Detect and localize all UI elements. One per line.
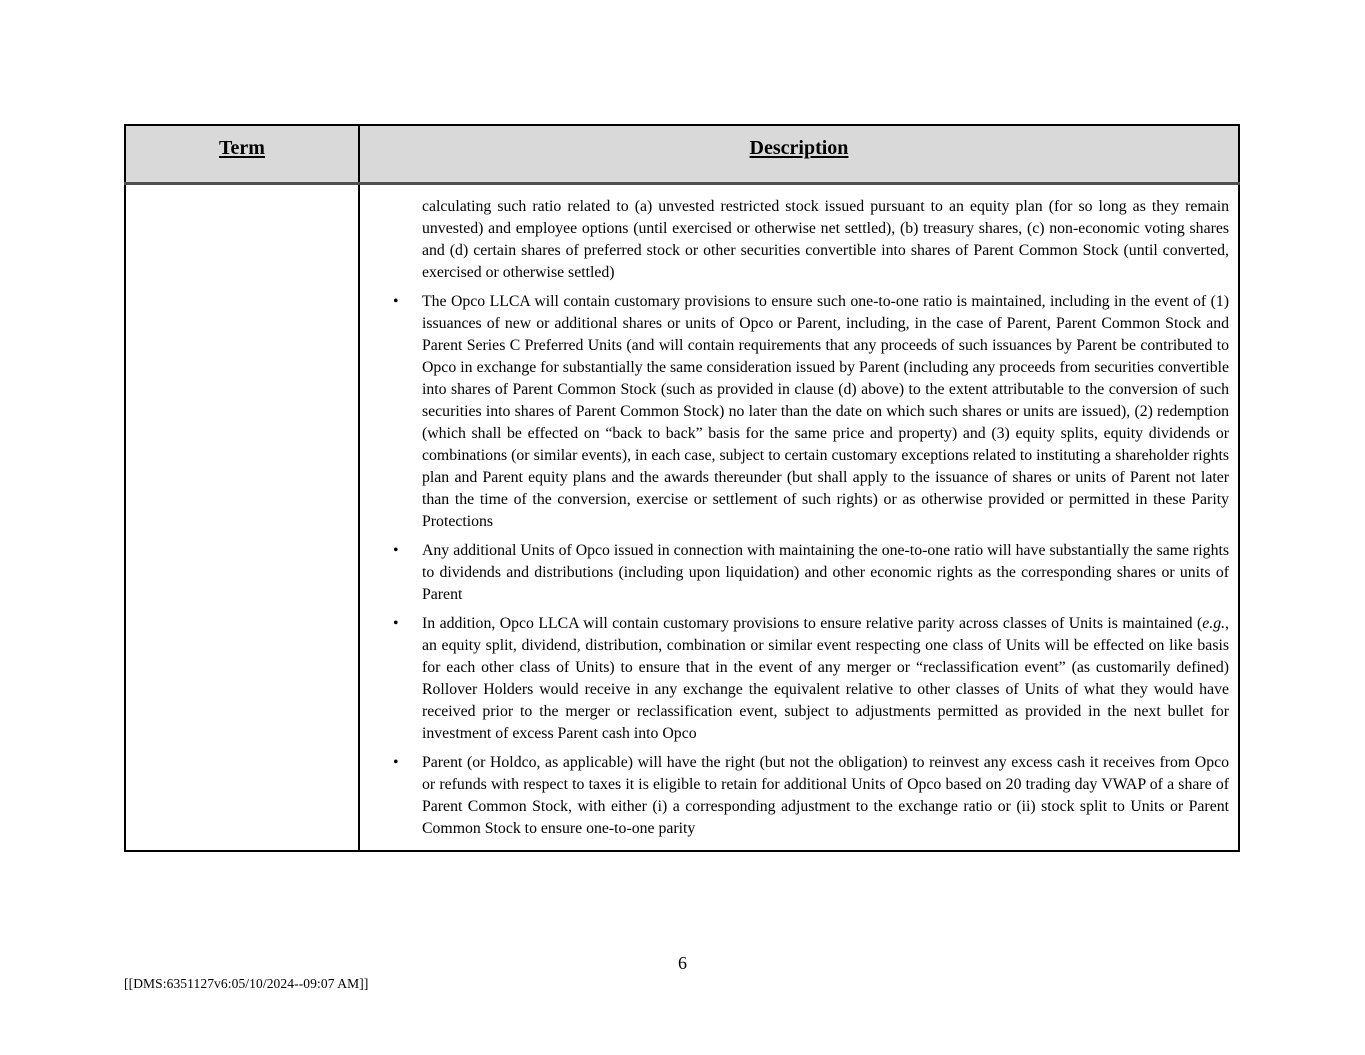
description-bullet-list (360, 291, 1229, 840)
bullet-item (393, 291, 1229, 533)
term-description-table (124, 124, 1240, 852)
description-cell (359, 183, 1239, 851)
term-column-header (125, 125, 359, 183)
bullet-icon: • (393, 614, 399, 632)
bullet-icon: • (393, 753, 399, 771)
bullet-icon: • (393, 292, 399, 310)
table-header-row (125, 125, 1239, 183)
description-column-header (359, 125, 1239, 183)
bullet-text: Any additional Units of Opco issued in connection with maintaining the one-to-one ratio will have substantially the same rights to dividends and distributions (including upon liquidation) and other economic rights as the corresponding shares or units of Parent (422, 541, 1229, 603)
bullet-text: In addition, Opco LLCA will contain customary provisions to ensure relative parity across classes of Units is maintained (e.g., an equity split, dividend, distribution, combination or similar event respecting one class of Units will be effected on like basis for each other class of Units) to ensure that in the event of any merger or “reclassification event” (as customarily defined) Rollover Holders would receive in any exchange the equivalent relative to other classes of Units of what they would have received prior to the merger or reclassification event, subject to adjustments permitted as provided in the next bullet for investment of excess Parent cash into Opco (422, 614, 1229, 742)
dms-footer-stamp: [[DMS:6351127v6:05/10/2024--09:07 AM]] (124, 976, 369, 991)
page-number: 6 (678, 953, 687, 973)
bullet-text: Parent (or Holdco, as applicable) will have the right (but not the obligation) to reinvest any excess cash it receives from Opco or refunds with respect to taxes it is eligible to retain for additional Units of Opco based on 20 trading day VWAP of a share of Parent Common Stock, with either (i) a corresponding adjustment to the exchange ratio or (ii) stock split to Units or Parent Common Stock to ensure one-to-one parity (422, 753, 1229, 837)
bullet-item (393, 613, 1229, 745)
description-header-label: Description (749, 137, 849, 159)
bullet-icon: • (393, 541, 399, 559)
bullet-item (393, 752, 1229, 840)
bullet-text: The Opco LLCA will contain customary provisions to ensure such one-to-one ratio is maintained, including in the event of (1) issuances of new or additional shares or units of Opco or Parent, including, in the case of Parent, Parent Common Stock and Parent Series C Preferred Units (and will contain requirements that any proceeds of such issuances by Parent be contributed to Opco in exchange for substantially the same consideration issued by Parent (including any proceeds from securities convertible into shares of Parent Common Stock (such as provided in clause (d) above) to the extent attributable to the conversion of such securities into shares of Parent Common Stock) no later than the date on which such shares or units are issued), (2) redemption (which shall be effected on “back to back” basis for the same price and property) and (3) equity splits, equity dividends or combinations (or similar events), in each case, subject to certain customary exceptions related to instituting a shareholder rights plan and Parent equity plans and the awards thereunder (but shall apply to the issuance of shares or units of Parent not later than the time of the conversion, exercise or settlement of such rights) or as otherwise provided or permitted in these Parity Protections (422, 292, 1229, 530)
description-intro-paragraph: calculating such ratio related to (a) unvested restricted stock issued pursuant to an equity plan (for so long as they remain unvested) and employee options (until exercised or otherwise net settled), (b) treasury shares, (c) non-economic voting shares and (d) certain shares of preferred stock or other securities convertible into shares of Parent Common Stock (until converted, exercised or otherwise settled) (422, 197, 1229, 281)
bullet-item (393, 540, 1229, 606)
term-cell (125, 183, 359, 851)
table-row (125, 183, 1239, 851)
term-header-label: Term (219, 137, 265, 159)
